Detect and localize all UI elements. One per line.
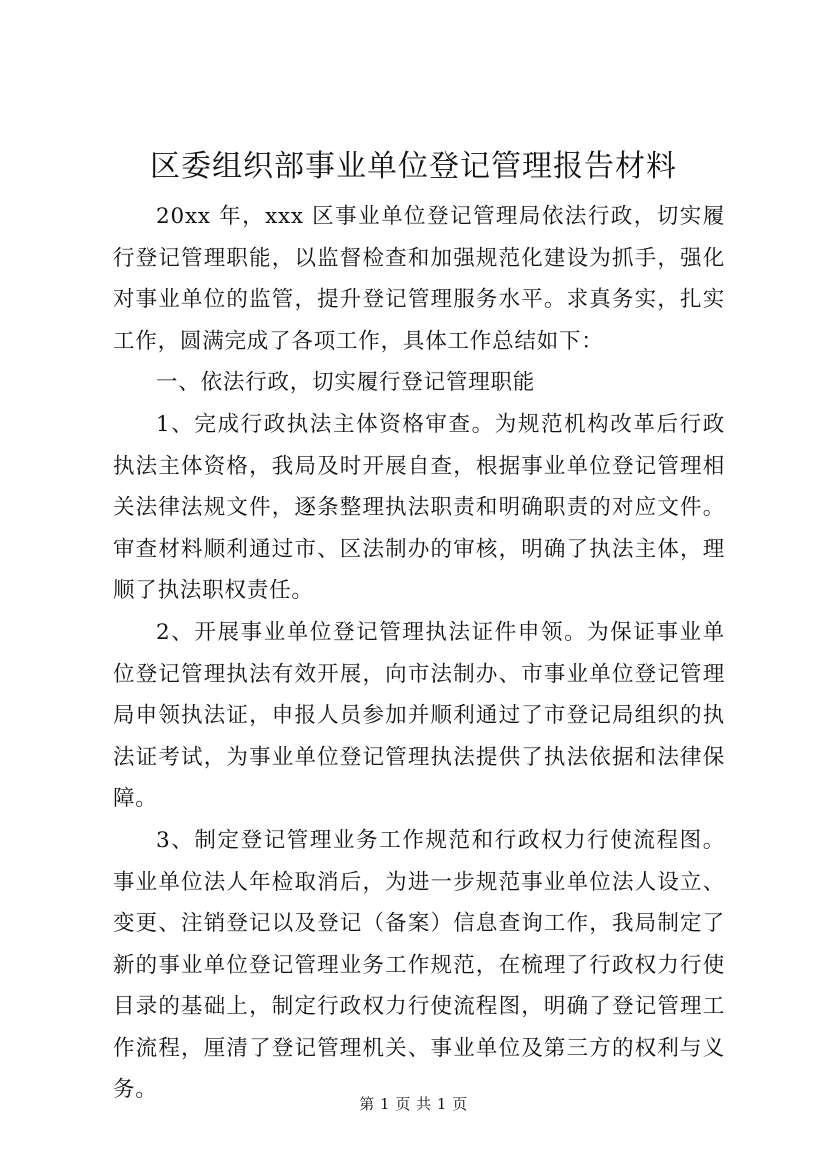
paragraph-intro: 20xx 年，xxx 区事业单位登记管理局依法行政，切实履行登记管理职能，以监督检查和加强规范化建设为抓手，强化对事业单位的监管，提升登记管理服务水平。求真务实，扎实工作，圆满完成了各项工作，具体工作总结如下： (113, 204, 725, 354)
paragraph-item-1: 1、完成行政执法主体资格审查。为规范机构改革后行政执法主体资格，我局及时开展自查，根据事业单位登记管理相关法律法规文件，逐条整理执法职责和明确职责的对应文件。审查材料顺利通过市、区法制办的审核，明确了执法主体，理顺了执法职权责任。 (113, 411, 725, 604)
paragraph-item-3: 3、制定登记管理业务工作规范和行政权力行使流程图。事业单位法人年检取消后，为进一步规范事业单位法人设立、变更、注销登记以及登记（备案）信息查询工作，我局制定了新的事业单位登记管理业务工作规范，在梳理了行政权力行使目录的基础上，制定行政权力行使流程图，明确了登记管理工作流程，厘清了登记管理机关、事业单位及第三方的权利与义务。 (113, 827, 725, 1103)
document-title: 区委组织部事业单位登记管理报告材料 (150, 149, 677, 184)
document-body (113, 196, 725, 1111)
paragraph-item-2: 2、开展事业单位登记管理执法证件申领。为保证事业单位登记管理执法有效开展，向市法制办、市事业单位登记管理局申领执法证，申报人员参加并顺利通过了市登记局组织的执法证考试，为事业单位登记管理执法提供了执法依据和法律保障。 (113, 619, 725, 812)
section-heading-1: 一、依法行政，切实履行登记管理职能 (156, 370, 536, 396)
page-footer: 第 1 页 共 1 页 (359, 1095, 468, 1113)
